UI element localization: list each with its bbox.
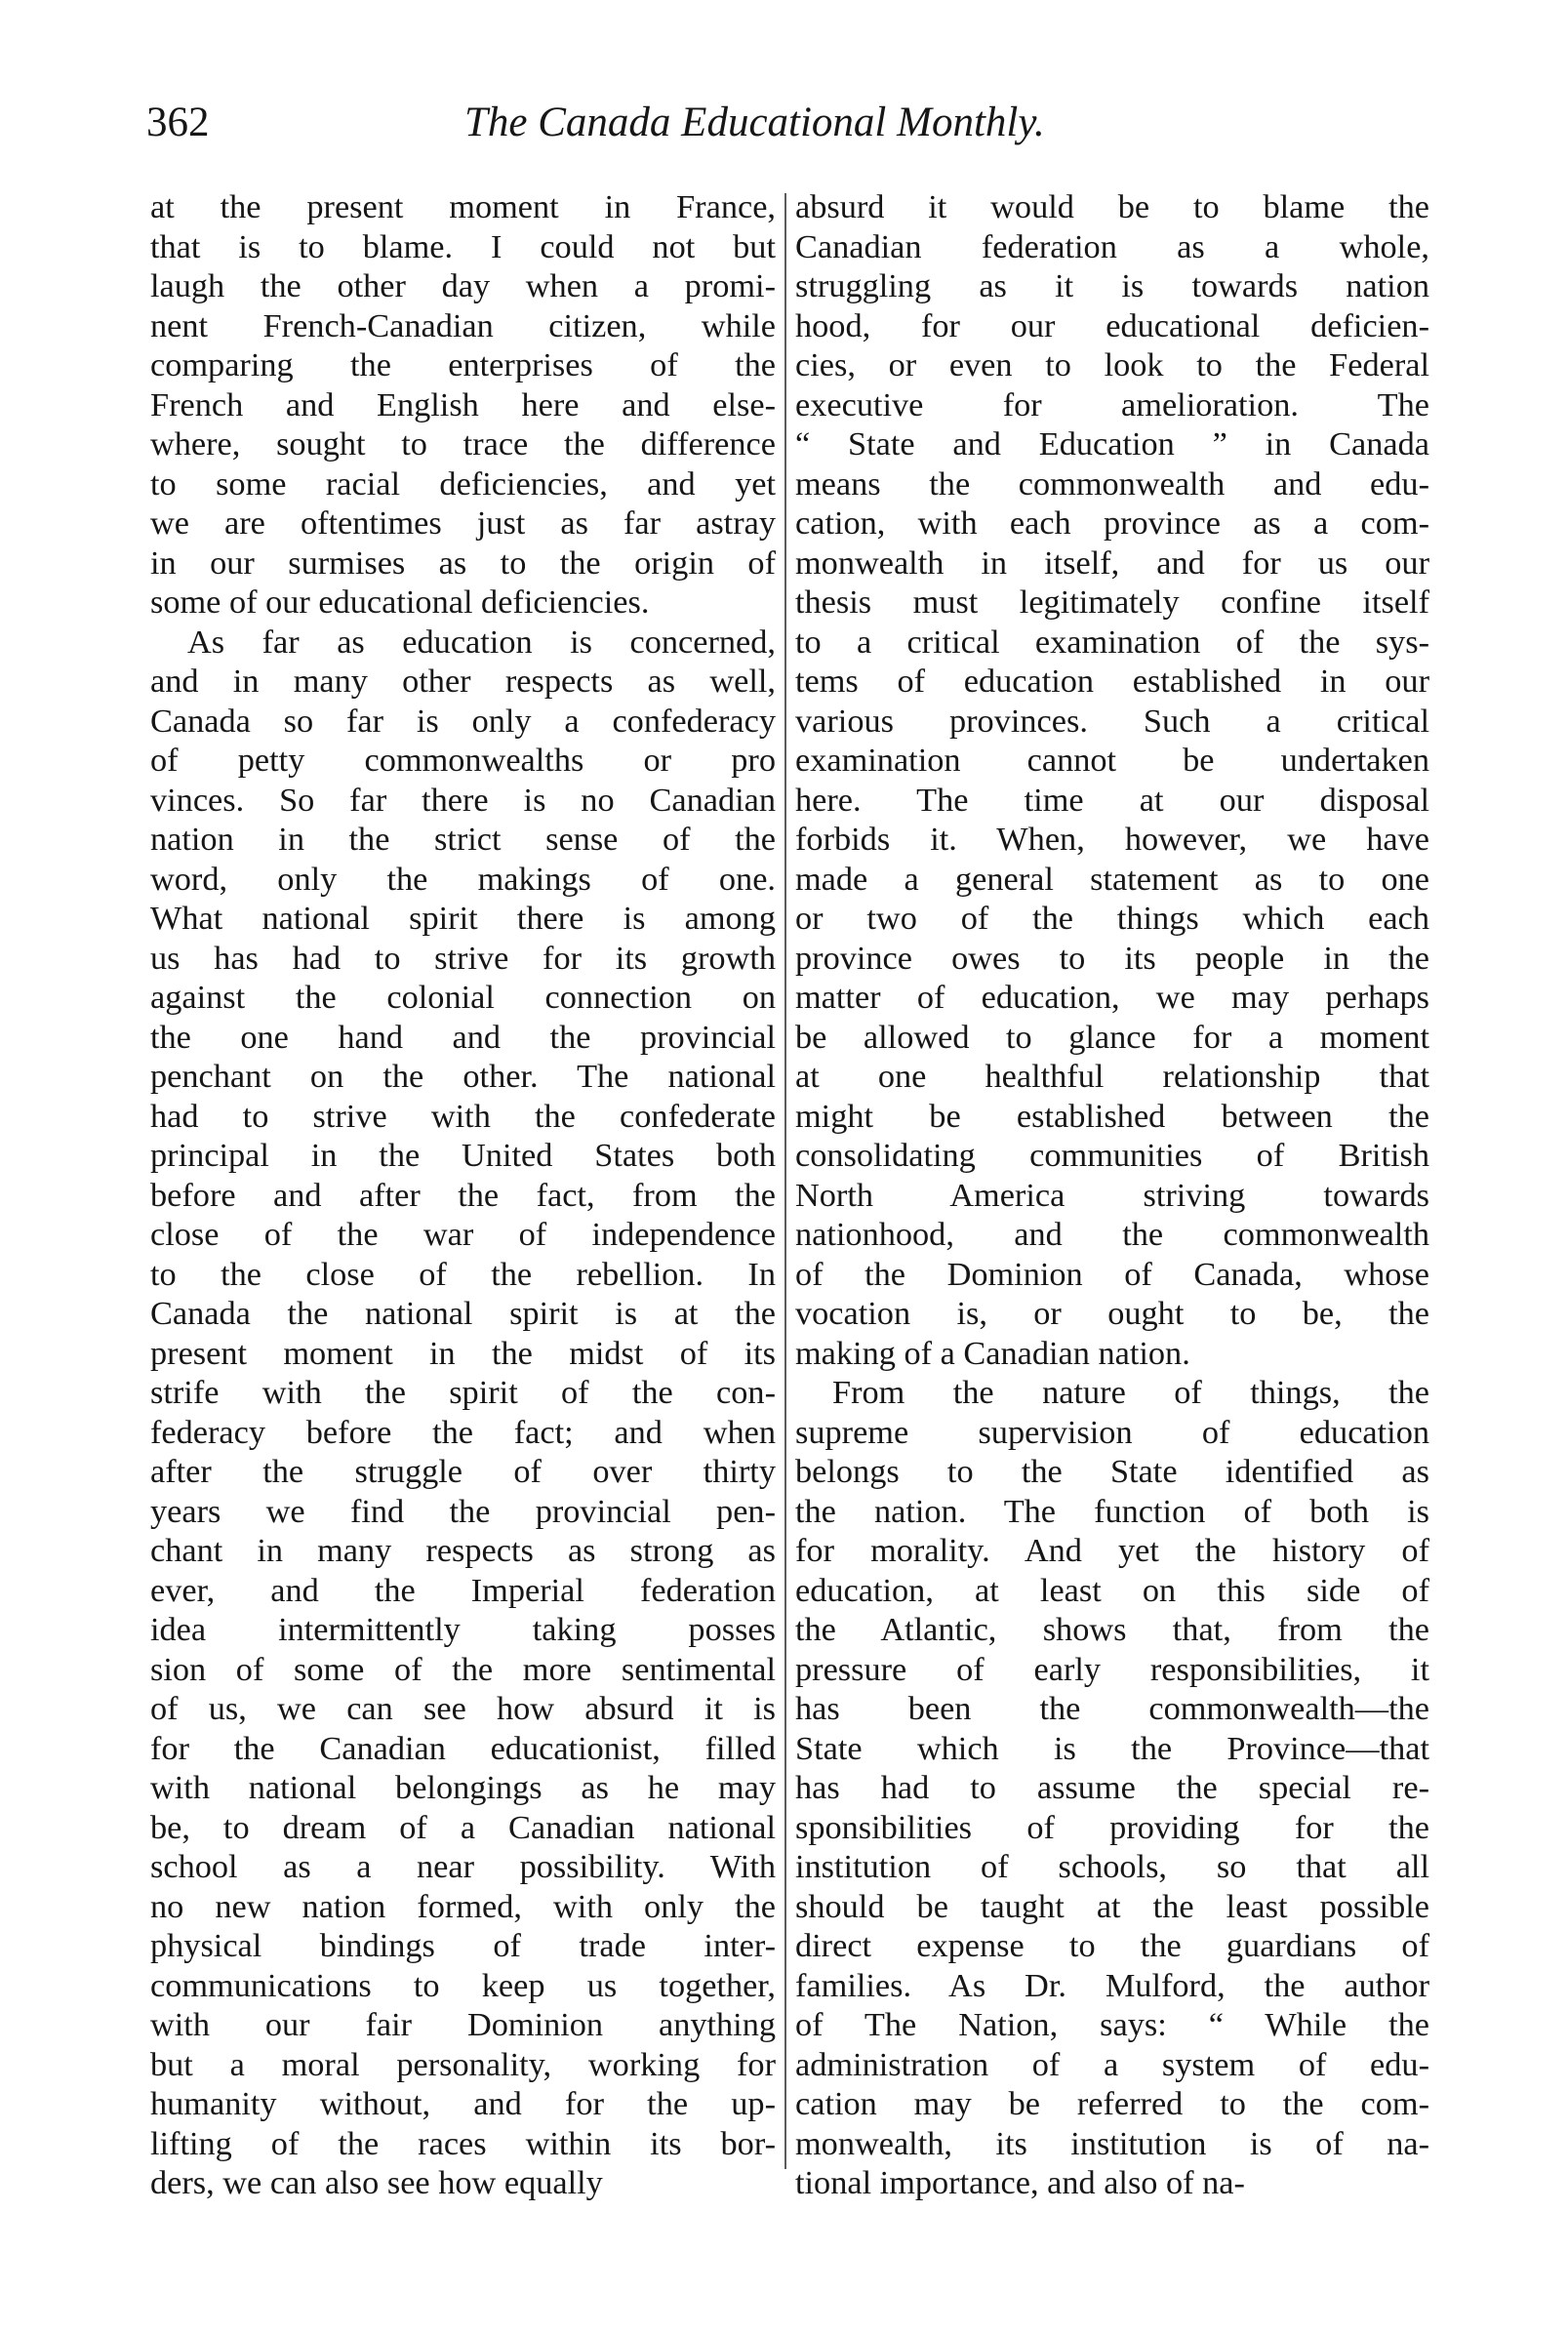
text-line: monwealth in itself, and for us our [795,543,1429,582]
text-line: years we find the provincial pen- [150,1492,776,1530]
text-line: cation, with each province as a com- [795,504,1429,542]
text-line: has had to assume the special re- [795,1769,1429,1806]
text-line: North America striving towards [795,1176,1429,1214]
text-line: administration of a system of edu- [795,2045,1429,2083]
text-line: sponsibilities of providing for the [795,1808,1429,1846]
text-line: word, only the makings of one. [150,860,776,898]
text-line: of us, we can see how absurd it is [150,1690,776,1727]
text-line: federacy before the fact; and when [150,1413,776,1451]
text-line: be allowed to glance for a moment [795,1018,1429,1056]
text-line: hood, for our educational deficien- [795,306,1429,344]
text-line: Canada so far is only a confederacy [150,702,776,740]
text-line: or two of the things which each [795,900,1429,937]
text-line: making of a Canadian nation. [795,1334,1190,1372]
text-line: where, sought to trace the difference [150,425,776,463]
right-column [795,187,1429,2203]
text-line: cation may be referred to the com- [795,2085,1429,2122]
text-line: to a critical examination of the sys- [795,623,1429,661]
left-column [150,187,776,2203]
text-line: province owes to its people in the [795,939,1429,977]
text-line: the one hand and the provincial [150,1018,776,1056]
text-line: Canadian federation as a whole, [795,227,1429,265]
text-line: State which is the Province—that [795,1729,1429,1767]
text-line: idea intermittently taking posses [150,1611,776,1648]
text-line: “ State and Education ” in Canada [795,425,1429,463]
text-line: of the Dominion of Canada, whose [795,1255,1429,1293]
page-number: 362 [146,100,210,145]
text-line: with national belongings as he may [150,1769,776,1806]
text-line: against the colonial connection on [150,979,776,1016]
text-line: vocation is, or ought to be, the [795,1295,1429,1332]
text-line: after the struggle of over thirty [150,1453,776,1490]
text-line: made a general statement as to one [795,860,1429,898]
text-line: vinces. So far there is no Canadian [150,781,776,819]
text-line: the nation. The function of both is [795,1492,1429,1530]
text-line: What national spirit there is among [150,900,776,937]
text-line: to the close of the rebellion. In [150,1255,776,1293]
text-line: for morality. And yet the history of [795,1532,1429,1569]
text-line: supreme supervision of education [795,1413,1429,1451]
text-line: us has had to strive for its growth [150,939,776,977]
text-line: nationhood, and the commonwealth [795,1216,1429,1253]
text-line: to some racial deficiencies, and yet [150,464,776,503]
text-line: humanity without, and for the up- [150,2085,776,2122]
text-line: matter of education, we may perhaps [795,979,1429,1016]
text-line: and in many other respects as well, [150,663,776,700]
text-line: but a moral personality, working for [150,2045,776,2083]
text-line: with our fair Dominion anything [150,2006,776,2043]
text-line: has been the commonwealth—the [795,1690,1429,1727]
text-line: French and English here and else- [150,385,776,423]
text-line: strife with the spirit of the con- [150,1374,776,1411]
text-line: physical bindings of trade inter- [150,1927,776,1964]
text-line: executive for amelioration. The [795,385,1429,423]
text-line: ders, we can also see how equally [150,2164,603,2201]
text-line: at the present moment in France, [150,188,776,225]
text-line: nation in the strict sense of the [150,821,776,858]
text-line: present moment in the midst of its [150,1334,776,1372]
text-line: examination cannot be undertaken [795,742,1429,779]
text-line: chant in many respects as strong as [150,1532,776,1569]
text-line: lifting of the races within its bor- [150,2124,776,2162]
text-line: sion of some of the more sentimental [150,1650,776,1688]
text-line: ever, and the Imperial federation [150,1571,776,1609]
text-line: before and after the fact, from the [150,1176,776,1214]
text-line: no new nation formed, with only the [150,1887,776,1925]
text-line: had to strive with the confederate [150,1097,776,1135]
text-line: in our surmises as to the origin of [150,543,776,582]
column-divider [784,193,786,2169]
text-line: here. The time at our disposal [795,781,1429,819]
text-line: should be taught at the least possible [795,1887,1429,1925]
text-line: families. As Dr. Mulford, the author [795,1966,1429,2004]
text-line: that is to blame. I could not but [150,227,776,265]
text-line: tional importance, and also of na- [795,2164,1245,2201]
text-line: penchant on the other. The national [150,1058,776,1095]
text-line: nent French-Canadian citizen, while [150,306,776,344]
text-line: be, to dream of a Canadian national [150,1808,776,1846]
text-line: monwealth, its institution is of na- [795,2124,1429,2162]
text-line: From the nature of things, the [832,1374,1429,1411]
text-line: Canada the national spirit is at the [150,1295,776,1332]
text-line: struggling as it is towards nation [795,267,1429,304]
text-line: at one healthful relationship that [795,1058,1429,1095]
text-line: of The Nation, says: “ While the [795,2006,1429,2043]
text-line: school as a near possibility. With [150,1848,776,1885]
text-line: thesis must legitimately confine itself [795,583,1429,621]
text-line: various provinces. Such a critical [795,702,1429,740]
text-line: institution of schools, so that all [795,1848,1429,1885]
text-line: cies, or even to look to the Federal [795,346,1429,383]
text-line: forbids it. When, however, we have [795,821,1429,858]
text-line: direct expense to the guardians of [795,1927,1429,1964]
text-line: the Atlantic, shows that, from the [795,1611,1429,1648]
text-line: consolidating communities of British [795,1137,1429,1174]
running-title: The Canada Educational Monthly. [464,100,1045,145]
text-line: for the Canadian educationist, filled [150,1729,776,1767]
text-line: comparing the enterprises of the [150,346,776,383]
text-line: communications to keep us together, [150,1966,776,2004]
text-line: some of our educational deficiencies. [150,583,650,621]
text-line: close of the war of independence [150,1216,776,1253]
text-line: of petty commonwealths or pro [150,742,776,779]
text-line: we are oftentimes just as far astray [150,504,776,542]
text-line: belongs to the State identified as [795,1453,1429,1490]
text-line: education, at least on this side of [795,1571,1429,1609]
text-line: might be established between the [795,1097,1429,1135]
text-line: absurd it would be to blame the [795,188,1429,225]
text-line: principal in the United States both [150,1137,776,1174]
text-line: means the commonwealth and edu- [795,464,1429,503]
text-line: As far as education is concerned, [187,623,776,661]
text-line: pressure of early responsibilities, it [795,1650,1429,1688]
text-line: laugh the other day when a promi- [150,267,776,304]
text-line: tems of education established in our [795,663,1429,700]
